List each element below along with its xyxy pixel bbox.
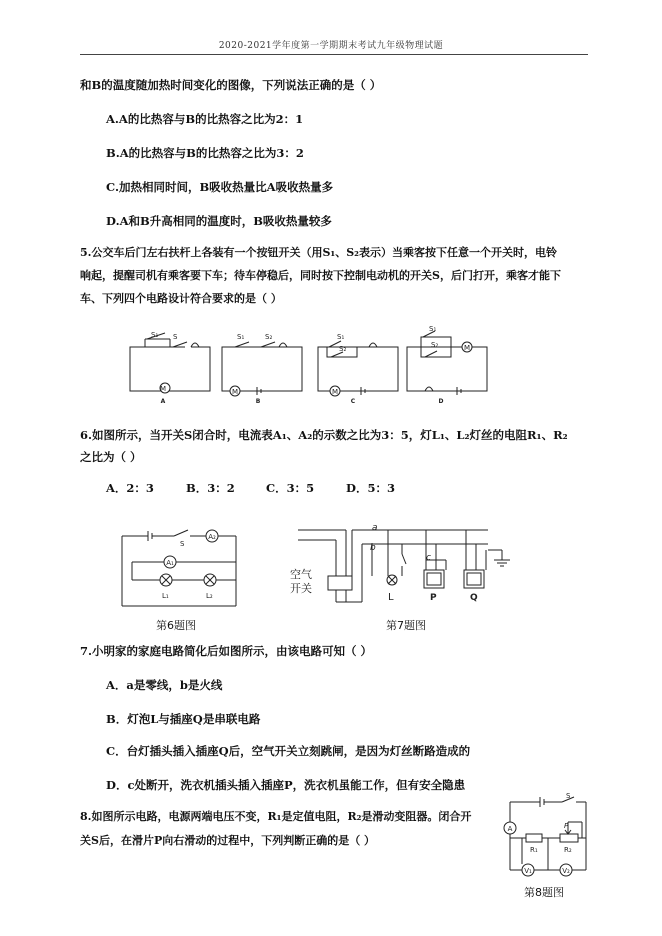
fig7-caption: 第7题图 <box>386 619 426 632</box>
q4-option-d: D.A和B升高相同的温度时，B吸收热量较多 <box>106 214 332 228</box>
svg-text:空气: 空气 <box>290 568 312 581</box>
q8-line-2: 关S后，在滑片P向右滑动的过程中，下列判断正确的是（ ） <box>80 834 376 847</box>
svg-text:S₂: S₂ <box>265 333 273 341</box>
fig7-circuit <box>290 520 510 612</box>
svg-text:P: P <box>564 822 569 830</box>
svg-text:c: c <box>426 553 431 563</box>
q4-option-a: A.A的比热容与B的比热容之比为2：1 <box>106 112 304 126</box>
svg-text:M: M <box>159 385 167 393</box>
q7-option-a: A．a是零线，b是火线 <box>106 678 223 692</box>
q4-option-c: C.加热相同时间，B吸收热量比A吸收热量多 <box>106 180 334 194</box>
svg-text:V₂: V₂ <box>562 867 570 875</box>
q7-option-d: D．c处断开，洗衣机插头插入插座P，洗衣机虽能工作，但有安全隐患 <box>106 778 466 792</box>
svg-text:V₁: V₁ <box>524 867 532 875</box>
q4-stem: 和B的温度随加热时间变化的图像，下列说法正确的是（ ） <box>80 78 382 92</box>
label-d: D <box>438 398 444 405</box>
svg-text:S₁: S₁ <box>337 333 345 341</box>
svg-text:S: S <box>173 333 178 341</box>
q7-stem: 7.小明家的家庭电路简化后如图所示，由该电路可知（ ） <box>80 644 373 658</box>
circuit-a-diagram <box>130 333 210 391</box>
svg-text:S₁: S₁ <box>237 333 245 341</box>
q5-line-2: 响起，提醒司机有乘客要下车；待车停稳后，同时按下控制电动机的开关S，后门打开，乘客才能下 <box>80 269 561 282</box>
q6-option-c: C．3：5 <box>266 481 315 495</box>
svg-text:R₁: R₁ <box>530 846 538 854</box>
svg-text:M: M <box>331 388 339 396</box>
q6-option-a: A．2：3 <box>106 481 154 495</box>
svg-text:M: M <box>463 344 471 352</box>
q7-option-b: B．灯泡L与插座Q是串联电路 <box>106 712 261 726</box>
header-rule <box>80 54 588 55</box>
svg-text:S: S <box>180 540 185 548</box>
svg-text:A: A <box>507 825 513 833</box>
svg-text:开关: 开关 <box>290 582 312 595</box>
svg-text:R₂: R₂ <box>564 846 572 854</box>
svg-text:a: a <box>372 523 378 533</box>
label-a: A <box>160 398 166 405</box>
q6-line-1: 6.如图所示，当开关S闭合时，电流表A₁、A₂的示数之比为3：5，灯L₁、L₂灯丝的电阻R₁、R₂ <box>80 428 568 442</box>
circuit-d-diagram <box>407 331 487 395</box>
fig8-circuit <box>502 794 592 878</box>
svg-text:P: P <box>430 593 437 603</box>
fig8-caption: 第8题图 <box>524 886 564 899</box>
q7-option-c: C．台灯插头插入插座Q后，空气开关立刻跳闸，是因为灯丝断路造成的 <box>106 744 471 758</box>
circuit-c-diagram <box>318 341 398 396</box>
svg-text:S₁: S₁ <box>429 325 437 333</box>
label-c: C <box>350 398 356 405</box>
svg-text:L₁: L₁ <box>162 592 169 600</box>
svg-text:A₁: A₁ <box>166 559 174 567</box>
page-header: 2020-2021学年度第一学期期末考试九年级物理试题 <box>218 41 444 51</box>
svg-text:Q: Q <box>470 593 478 603</box>
svg-text:S: S <box>566 792 571 800</box>
svg-text:S₂: S₂ <box>339 345 347 353</box>
svg-text:A₂: A₂ <box>208 533 216 541</box>
fig6-caption: 第6题图 <box>156 619 196 632</box>
svg-text:b: b <box>370 543 376 553</box>
q8-line-1: 8.如图所示电路，电源两端电压不变，R₁是定值电阻，R₂是滑动变阻器。闭合开 <box>80 810 472 823</box>
svg-text:L₂: L₂ <box>206 592 213 600</box>
q5-line-1: 5.公交车后门左右扶杆上各装有一个按钮开关（用S₁、S₂表示）当乘客按下任意一个开关时，电铃 <box>80 246 558 259</box>
svg-text:S₂: S₂ <box>431 341 439 349</box>
fig6-circuit <box>118 528 248 610</box>
svg-text:M: M <box>231 388 239 396</box>
svg-text:S₁: S₁ <box>151 331 159 339</box>
q6-line-2: 之比为（ ） <box>80 450 142 464</box>
q5-circuit-diagrams <box>125 325 525 405</box>
q6-option-d: D．5：3 <box>346 481 395 495</box>
q5-line-3: 车、下列四个电路设计符合要求的是（ ） <box>80 292 282 305</box>
q6-options <box>106 480 426 496</box>
q6-option-b: B．3：2 <box>186 481 235 495</box>
svg-text:L: L <box>388 592 394 603</box>
q4-option-b: B.A的比热容与B的比热容之比为3：2 <box>106 146 304 160</box>
label-b: B <box>255 398 261 405</box>
